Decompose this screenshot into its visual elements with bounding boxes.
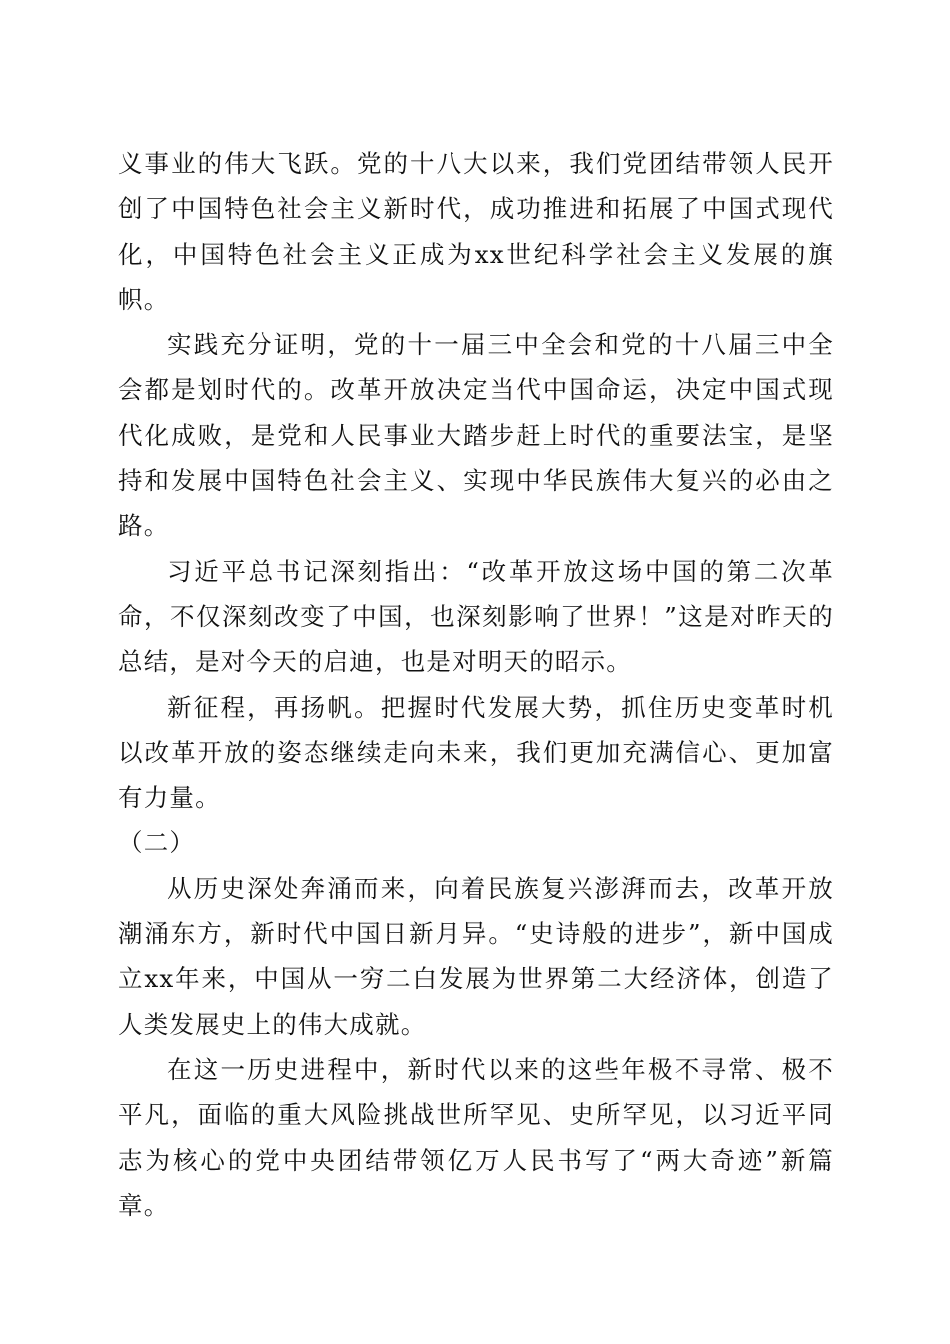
paragraph-continued: 义事业的伟大飞跃。党的十八大以来，我们党团结带领人民开创了中国特色社会主义新时代，成功推进和拓展了中国式现代化，中国特色社会主义正成为xx世纪科学社会主义发展的旗帜。 (118, 149, 834, 314)
paragraph-quote: 习近平总书记深刻指出：“改革开放这场中国的第二次革命，不仅深刻改变了中国，也深刻影响了世界！”这是对昨天的总结，是对今天的启迪，也是对明天的昭示。 (118, 556, 834, 677)
document-body (118, 141, 834, 1228)
paragraph: 新征程，再扬帆。把握时代发展大势，抓住历史变革时机以改革开放的姿态继续走向未来，我们更加充满信心、更加富有力量。 (118, 692, 834, 813)
paragraph: 实践充分证明，党的十一届三中全会和党的十八届三中全会都是划时代的。改革开放决定当代中国命运，决定中国式现代化成败，是党和人民事业大踏步赶上时代的重要法宝，是坚持和发展中国特色社会主义、实现中华民族伟大复兴的必由之路。 (118, 330, 834, 541)
section-heading: （二） (118, 828, 196, 858)
paragraph: 在这一历史进程中，新时代以来的这些年极不寻常、极不平凡，面临的重大风险挑战世所罕见、史所罕见，以习近平同志为核心的党中央团结带领亿万人民书写了“两大奇迹”新篇章。 (118, 1054, 834, 1220)
paragraph: 从历史深处奔涌而来，向着民族复兴澎湃而去，改革开放潮涌东方，新时代中国日新月异。“史诗般的进步”，新中国成立xx年来，中国从一穷二白发展为世界第二大经济体，创造了人类发展史上的伟大成就。 (118, 873, 834, 1039)
